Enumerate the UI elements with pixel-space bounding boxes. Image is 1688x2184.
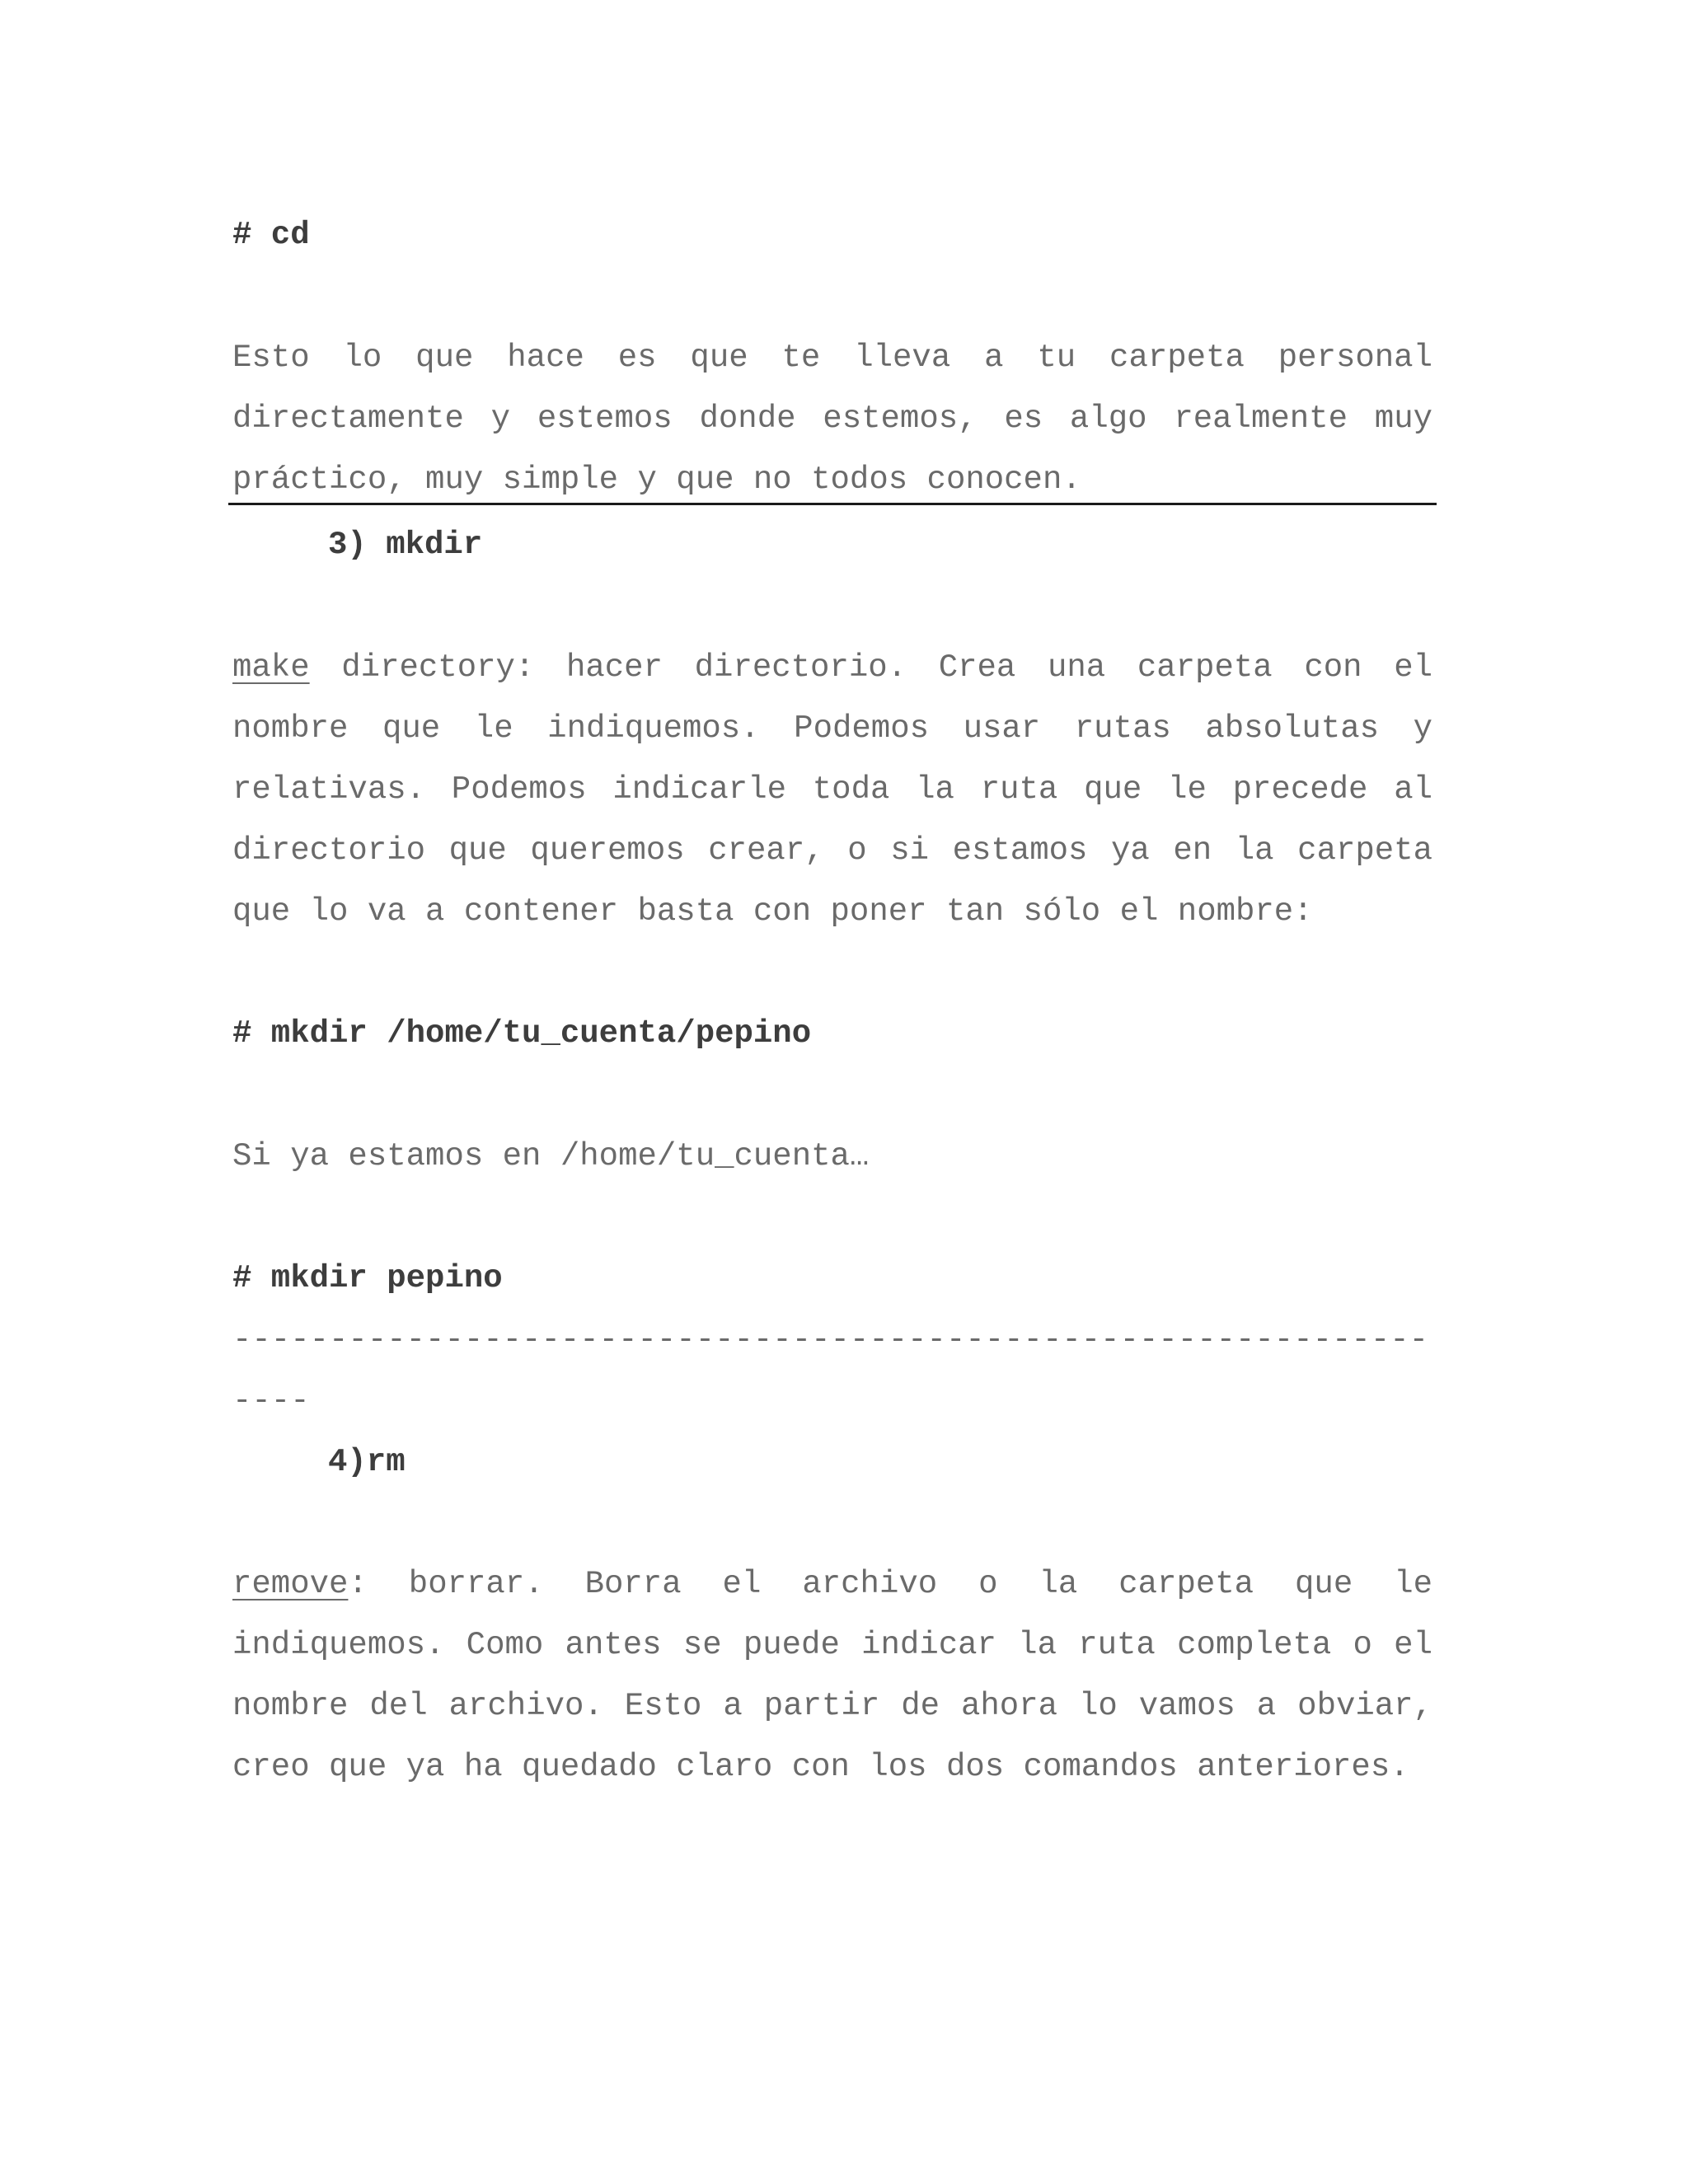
- rm-heading: 4)rm: [328, 1444, 406, 1480]
- mkdir-example-relative: # mkdir pepino: [232, 1260, 503, 1296]
- separator-dashes-line1: --------------------------------------------------------------: [232, 1322, 1429, 1358]
- rm-description: [232, 1554, 1432, 1797]
- mkdir-example-absolute: # mkdir /home/tu_cuenta/pepino: [232, 1015, 812, 1052]
- rm-description-text: : borrar. Borra el archivo o la carpeta que le indiquemos. Como antes se puede indicar la ruta completa o el nombre del archivo. Esto a partir de ahora lo vamos a obviar, creo que ya ha quedado claro con los dos comandos anteriores.: [232, 1566, 1432, 1785]
- mkdir-description-text: directory: hacer directorio. Crea una carpeta con el nombre que le indiquemos. Podemos usar rutas absolutas y relativas. Podemos indicarle toda la ruta que le precede al directorio que queremos crear, o si estamos ya en la carpeta que lo va a contener basta con poner tan sólo el nombre:: [232, 649, 1432, 930]
- mkdir-note: Si ya estamos en /home/tu_cuenta…: [232, 1138, 870, 1174]
- mkdir-heading: 3) mkdir: [328, 527, 483, 563]
- separator-dashes-line2: ----: [232, 1383, 310, 1419]
- cd-command: # cd: [232, 217, 310, 253]
- mkdir-description: [232, 637, 1432, 942]
- section-divider-line: [228, 503, 1437, 505]
- rm-term: remove: [232, 1566, 349, 1602]
- mkdir-term: make: [232, 649, 310, 686]
- cd-description: Esto lo que hace es que te lleva a tu carpeta personal directamente y estemos donde estemos, es algo realmente muy práctico, muy simple y que no todos conocen.: [232, 340, 1432, 498]
